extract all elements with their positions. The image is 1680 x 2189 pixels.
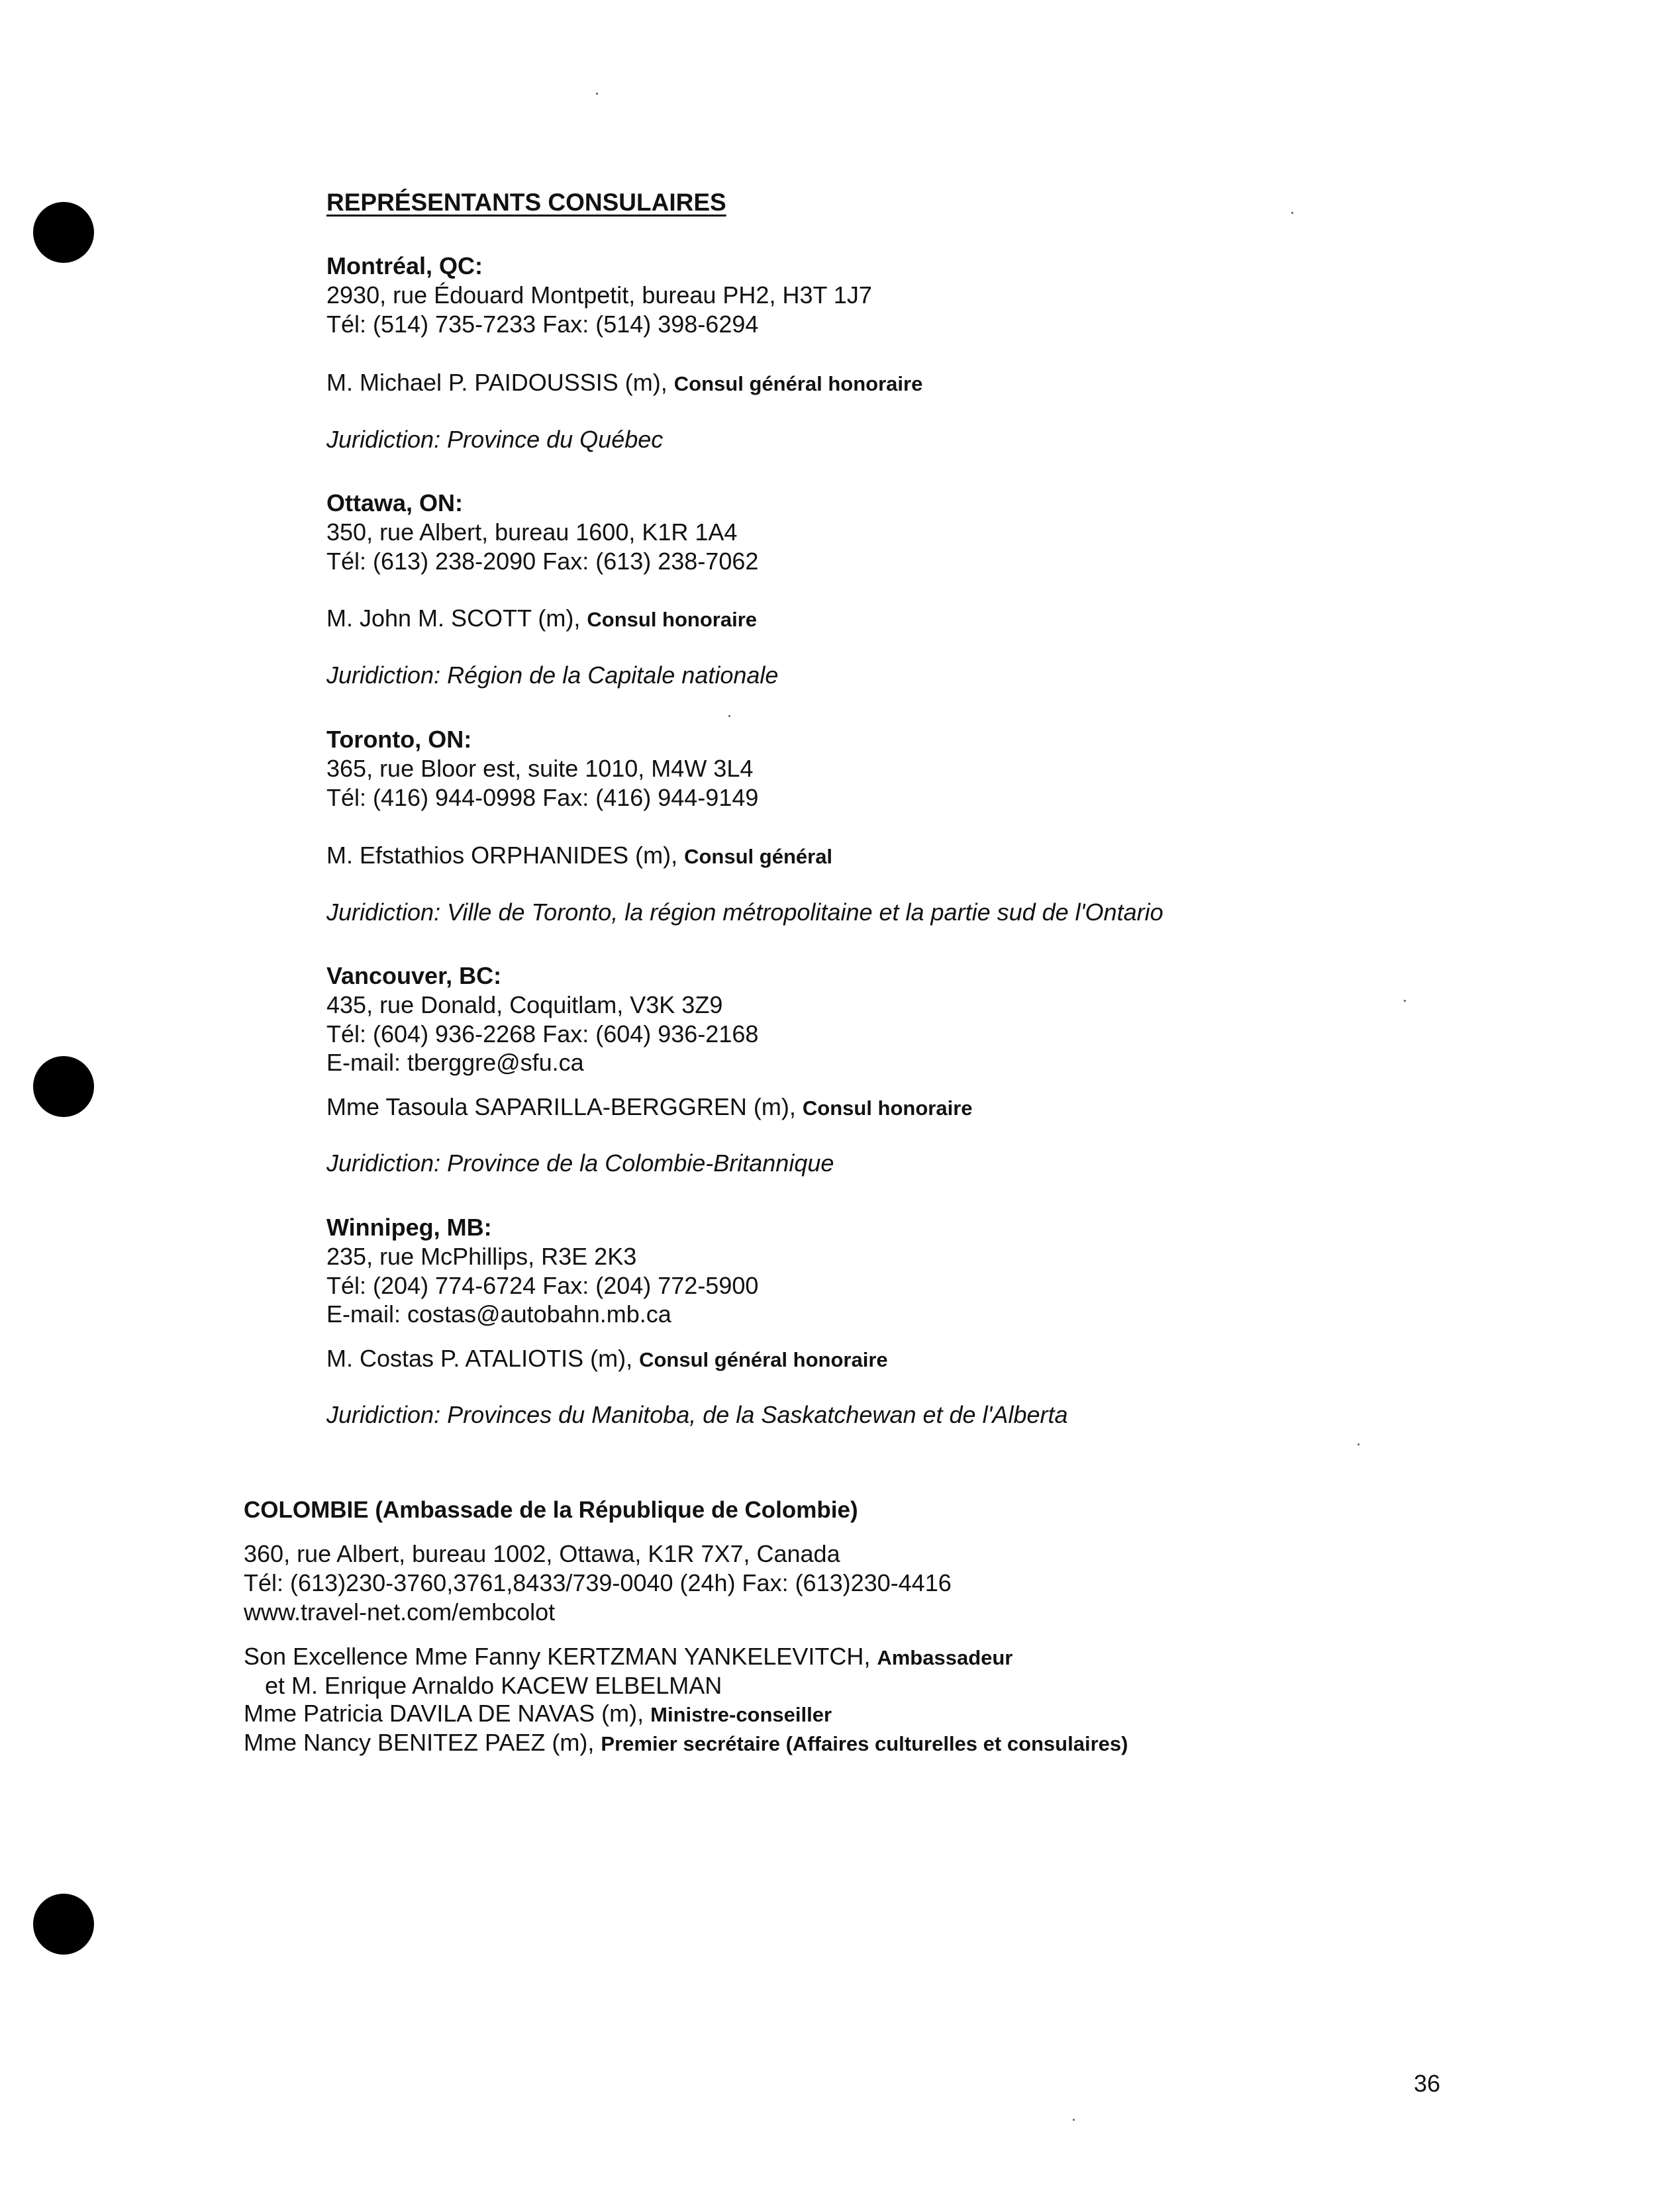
consulate-phone: Tél: (514) 735-7233 Fax: (514) 398-6294 [326, 311, 759, 338]
consulate-jurisdiction: Juridiction: Provinces du Manitoba, de la Saskatchewan et de l'Alberta [326, 1401, 1068, 1428]
consulate-city: Toronto, ON: [326, 726, 472, 753]
consulate-phone: Tél: (204) 774-6724 Fax: (204) 772-5900 [326, 1272, 759, 1299]
scan-speck [1358, 1443, 1359, 1445]
page-heading: REPRÉSENTANTS CONSULAIRES [326, 189, 726, 216]
staff-name: et M. Enrique Arnaldo KACEW ELBELMAN [265, 1672, 722, 1699]
consulate-jurisdiction: Juridiction: Province du Québec [326, 426, 664, 453]
consulate-representative [326, 368, 922, 399]
consulate-address: 2930, rue Édouard Montpetit, bureau PH2, H3T 1J7 [326, 281, 872, 309]
embassy-staff-spouse [265, 1671, 722, 1700]
embassy-phone: Tél: (613)230-3760,3761,8433/739-0040 (24h) Fax: (613)230-4416 [244, 1569, 952, 1596]
consulate-address: 235, rue McPhillips, R3E 2K3 [326, 1243, 637, 1270]
consulate-city: Winnipeg, MB: [326, 1214, 492, 1241]
embassy-staff-member [244, 1642, 1013, 1673]
consulate-representative [326, 841, 832, 871]
staff-title: Ministre-conseiller [650, 1703, 832, 1726]
binder-hole-bottom [33, 1894, 94, 1955]
page-number: 36 [1414, 2070, 1441, 2097]
consulate-phone: Tél: (416) 944-0998 Fax: (416) 944-9149 [326, 784, 759, 811]
consulate-address: 350, rue Albert, bureau 1600, K1R 1A4 [326, 518, 738, 546]
representative-title: Consul honoraire [802, 1096, 973, 1120]
consulate-address: 435, rue Donald, Coquitlam, V3K 3Z9 [326, 991, 723, 1018]
staff-name: Mme Nancy BENITEZ PAEZ (m), [244, 1729, 595, 1756]
embassy-heading: COLOMBIE (Ambassade de la République de Colombie) [244, 1497, 858, 1523]
consulate-address: 365, rue Bloor est, suite 1010, M4W 3L4 [326, 755, 754, 782]
representative-name: M. Michael P. PAIDOUSSIS (m), [326, 369, 667, 396]
staff-name: Mme Patricia DAVILA DE NAVAS (m), [244, 1700, 644, 1727]
representative-title: Consul honoraire [587, 608, 758, 631]
consulate-city: Ottawa, ON: [326, 489, 464, 516]
consulate-jurisdiction: Juridiction: Ville de Toronto, la région métropolitaine et la partie sud de l'Ontario [326, 899, 1163, 926]
representative-title: Consul général honoraire [639, 1348, 888, 1371]
binder-hole-middle [33, 1056, 94, 1117]
consulate-city: Montréal, QC: [326, 252, 483, 279]
embassy-staff-member [244, 1699, 832, 1729]
staff-title: Ambassadeur [877, 1646, 1013, 1669]
embassy-address: 360, rue Albert, bureau 1002, Ottawa, K1R 7X7, Canada [244, 1540, 840, 1567]
representative-name: M. Costas P. ATALIOTIS (m), [326, 1345, 633, 1372]
consulate-email: E-mail: tberggre@sfu.ca [326, 1049, 584, 1076]
embassy-staff-member [244, 1728, 1128, 1759]
representative-title: Consul général [684, 845, 833, 868]
staff-name: Son Excellence Mme Fanny KERTZMAN YANKELEVITCH, [244, 1643, 871, 1670]
consulate-phone: Tél: (613) 238-2090 Fax: (613) 238-7062 [326, 548, 759, 575]
scan-speck [728, 715, 730, 717]
representative-name: M. Efstathios ORPHANIDES (m), [326, 842, 678, 869]
representative-title: Consul général honoraire [673, 372, 923, 395]
consulate-city: Vancouver, BC: [326, 962, 502, 989]
scan-speck [1073, 2119, 1075, 2121]
scan-speck [1291, 212, 1293, 214]
embassy-website: www.travel-net.com/embcolot [244, 1598, 556, 1626]
consulate-jurisdiction: Juridiction: Province de la Colombie-Britannique [326, 1149, 834, 1177]
consulate-email: E-mail: costas@autobahn.mb.ca [326, 1300, 671, 1328]
consulate-representative [326, 1344, 888, 1375]
representative-name: M. John M. SCOTT (m), [326, 605, 581, 632]
consulate-representative [326, 604, 757, 634]
consulate-representative [326, 1093, 973, 1123]
consulate-jurisdiction: Juridiction: Région de la Capitale nationale [326, 661, 779, 689]
consulate-phone: Tél: (604) 936-2268 Fax: (604) 936-2168 [326, 1020, 759, 1047]
staff-title: Premier secrétaire (Affaires culturelles et consulaires) [601, 1732, 1128, 1755]
scan-speck [1404, 1000, 1406, 1002]
representative-name: Mme Tasoula SAPARILLA-BERGGREN (m), [326, 1093, 796, 1120]
binder-hole-top [33, 202, 94, 263]
scan-speck [596, 93, 598, 95]
